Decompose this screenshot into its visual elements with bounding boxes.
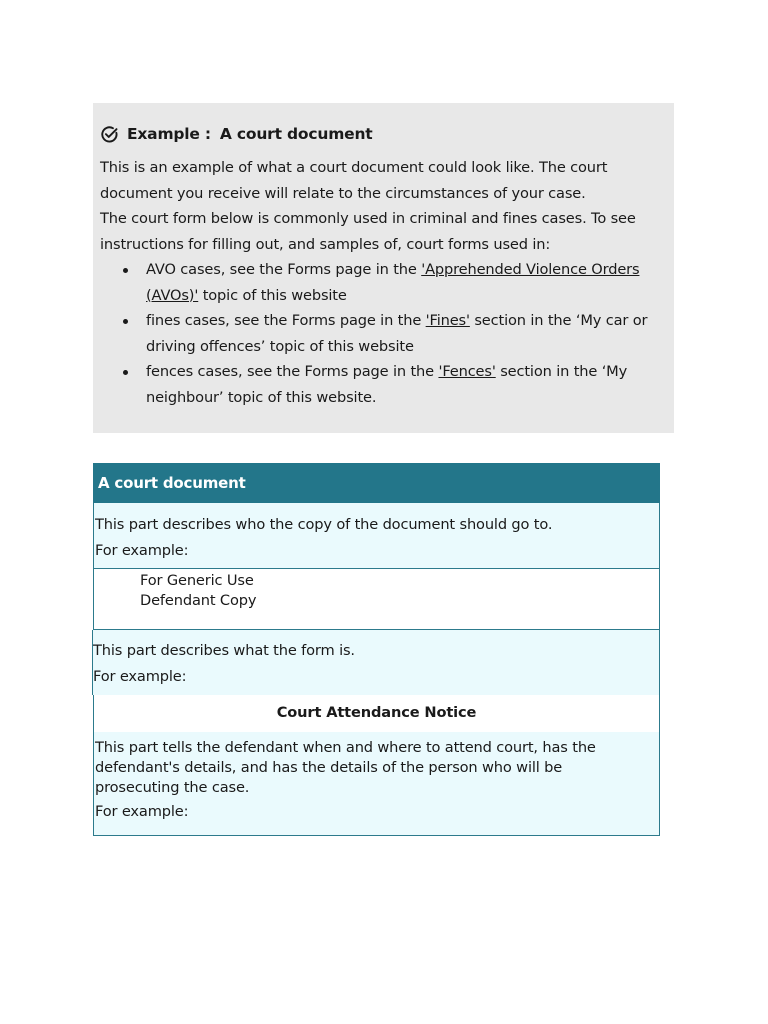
form-type-description xyxy=(92,630,660,695)
bullet-text: topic of this website xyxy=(198,286,347,304)
example-paragraph-1: This is an example of what a court document could look like. The court document you receive will relate to the circumstances of your case. xyxy=(100,159,608,202)
example-paragraph-2: The court form below is commonly used in criminal and fines cases. To see instructions for filling out, and samples of, court forms used in: xyxy=(100,210,636,253)
avo-topic-link[interactable]: 'Apprehended Violence Orders (AVOs)' xyxy=(146,261,640,304)
fences-section-link[interactable]: 'Fences' xyxy=(438,363,496,380)
example-box xyxy=(93,103,674,433)
copy-example-cell xyxy=(93,568,660,630)
for-example-label: For example: xyxy=(95,542,189,559)
example-title: A court document xyxy=(219,125,373,143)
example-label: Example : xyxy=(127,125,211,143)
description-text: This part describes who the copy of the document should go to. xyxy=(95,516,553,533)
description-text: This part tells the defendant when and where to attend court, has the defendant's details, and has the details of the person who will be prosecuting the case. xyxy=(95,739,596,796)
copy-example-line-1: For Generic Use xyxy=(140,572,254,589)
attendance-description xyxy=(93,732,660,836)
bullet-text: fines cases, see the Forms page in the xyxy=(146,312,426,329)
bullet-text: section in the ‘My car or driving offences’ topic of this website xyxy=(146,312,648,355)
court-document-header: A court document xyxy=(93,463,660,503)
court-document-table xyxy=(93,463,660,836)
bullet-text: AVO cases, see the Forms page in the xyxy=(146,261,422,278)
example-heading xyxy=(100,123,662,145)
description-text: This part describes what the form is. xyxy=(93,642,355,659)
check-circle-icon xyxy=(100,125,119,144)
list-item xyxy=(146,308,662,359)
copy-example-line-2: Defendant Copy xyxy=(140,592,257,609)
bullet-text: fences cases, see the Forms page in the xyxy=(146,363,439,380)
list-item xyxy=(146,257,662,308)
for-example-label: For example: xyxy=(95,803,189,820)
copy-recipient-description xyxy=(93,503,660,568)
bullet-text: section in the ‘My neighbour’ topic of this website. xyxy=(146,363,628,406)
for-example-label: For example: xyxy=(93,668,187,685)
fines-section-link[interactable]: 'Fines' xyxy=(425,312,470,329)
notice-title-cell: Court Attendance Notice xyxy=(93,695,660,732)
list-item xyxy=(146,359,662,410)
example-bullet-list xyxy=(100,257,662,410)
